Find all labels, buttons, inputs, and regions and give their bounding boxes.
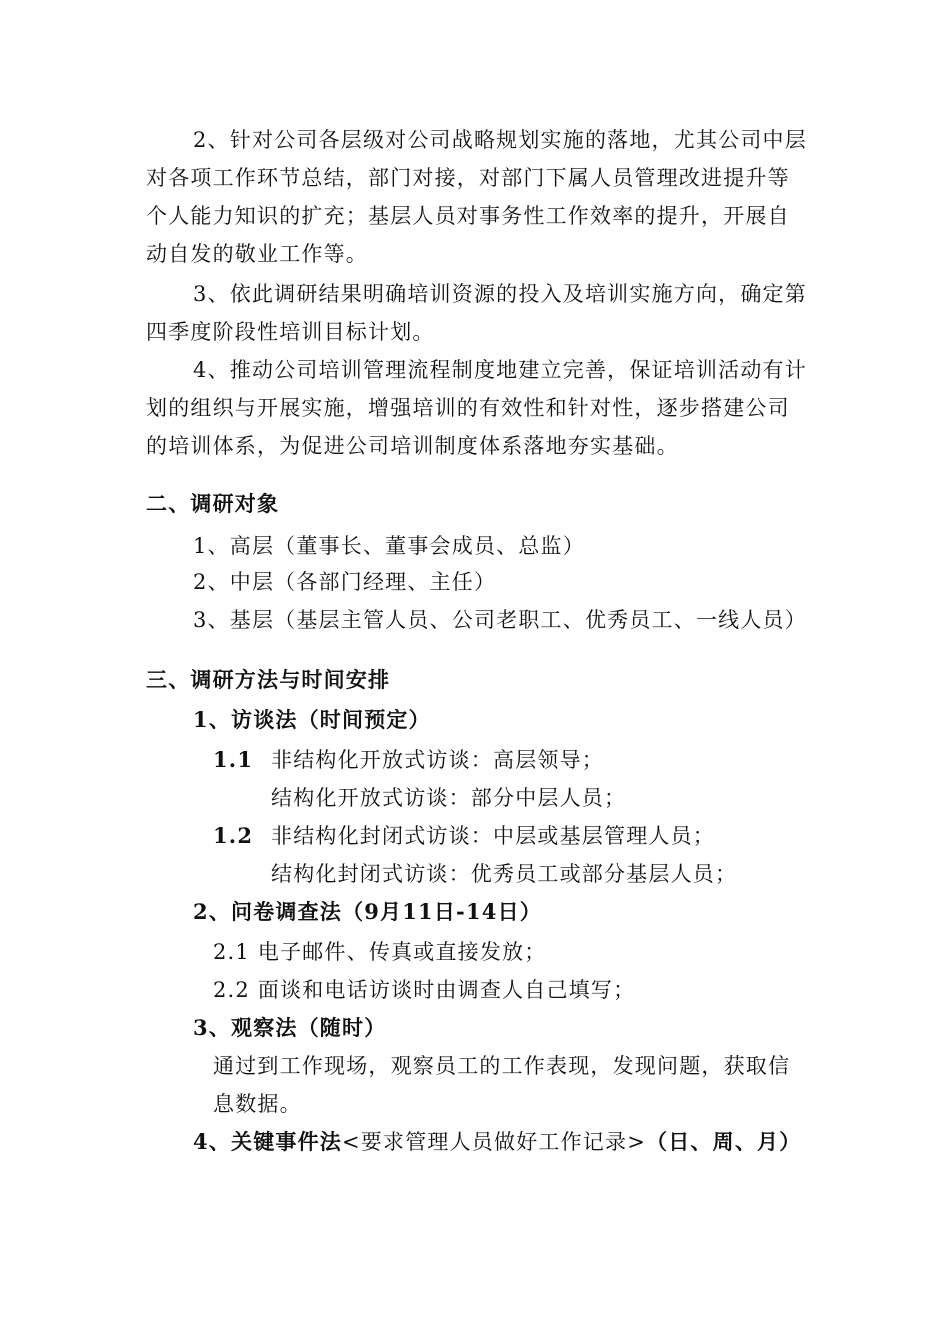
paragraph-line: 通过到工作现场，观察员工的工作表现，发现问题，获取信 xyxy=(213,1054,791,1078)
paragraph-line: 3、依此调研结果明确培训资源的投入及培训实施方向，确定第 xyxy=(193,282,807,306)
section-heading: 三、调研方法与时间安排 xyxy=(146,667,391,692)
sub-item-number: 1.2 xyxy=(213,823,254,848)
sub-item-text: 结构化开放式访谈：部分中层人员； xyxy=(271,786,627,810)
sub-item-text: 非结构化封闭式访谈：中层或基层管理人员； xyxy=(271,824,715,848)
paragraph-line: 动自发的敬业工作等。 xyxy=(146,242,368,266)
sub-item-text: 2.1 电子邮件、传真或直接发放； xyxy=(213,940,547,964)
paragraph-line: 四季度阶段性培训目标计划。 xyxy=(146,320,435,344)
paragraph-line: 对各项工作环节总结，部门对接，对部门下属人员管理改进提升等 xyxy=(146,166,790,190)
paragraph-line: 个人能力知识的扩充；基层人员对事务性工作效率的提升，开展自 xyxy=(146,204,790,228)
list-item: 2、中层（各部门经理、主任） xyxy=(193,570,497,594)
list-item: 1、高层（董事长、董事会成员、总监） xyxy=(193,534,585,558)
sub-item xyxy=(213,822,715,850)
sub-item-text: 2.2 面谈和电话访谈时由调查人自己填写； xyxy=(213,978,636,1002)
sub-item-number: 1.1 xyxy=(213,747,254,772)
paragraph-line: 4、推动公司培训管理流程制度地建立完善，保证培训活动有计 xyxy=(193,358,807,382)
method-title xyxy=(193,1128,801,1156)
method-title-tail: （日、周、月） xyxy=(646,1129,802,1154)
method-title-main: 4、关键事件法 xyxy=(193,1129,343,1154)
method-title: 3、观察法（随时） xyxy=(193,1015,387,1040)
method-title: 1、访谈法（时间预定） xyxy=(193,707,431,732)
sub-item xyxy=(213,746,604,774)
method-title: 2、问卷调查法（9月11日-14日） xyxy=(193,899,542,924)
paragraph-line: 息数据。 xyxy=(213,1092,302,1116)
sub-item-text: 非结构化开放式访谈：高层领导； xyxy=(271,748,604,772)
paragraph-line: 的培训体系，为促进公司培训制度体系落地夯实基础。 xyxy=(146,434,679,458)
section-heading: 二、调研对象 xyxy=(146,491,280,516)
paragraph-line: 2、针对公司各层级对公司战略规划实施的落地，尤其公司中层 xyxy=(193,128,807,152)
method-title-note: <要求管理人员做好工作记录> xyxy=(342,1130,647,1154)
paragraph-line: 划的组织与开展实施，增强培训的有效性和针对性，逐步搭建公司 xyxy=(146,396,790,420)
list-item: 3、基层（基层主管人员、公司老职工、优秀员工、一线人员） xyxy=(193,608,807,632)
sub-item-text: 结构化封闭式访谈：优秀员工或部分基层人员； xyxy=(271,862,738,886)
